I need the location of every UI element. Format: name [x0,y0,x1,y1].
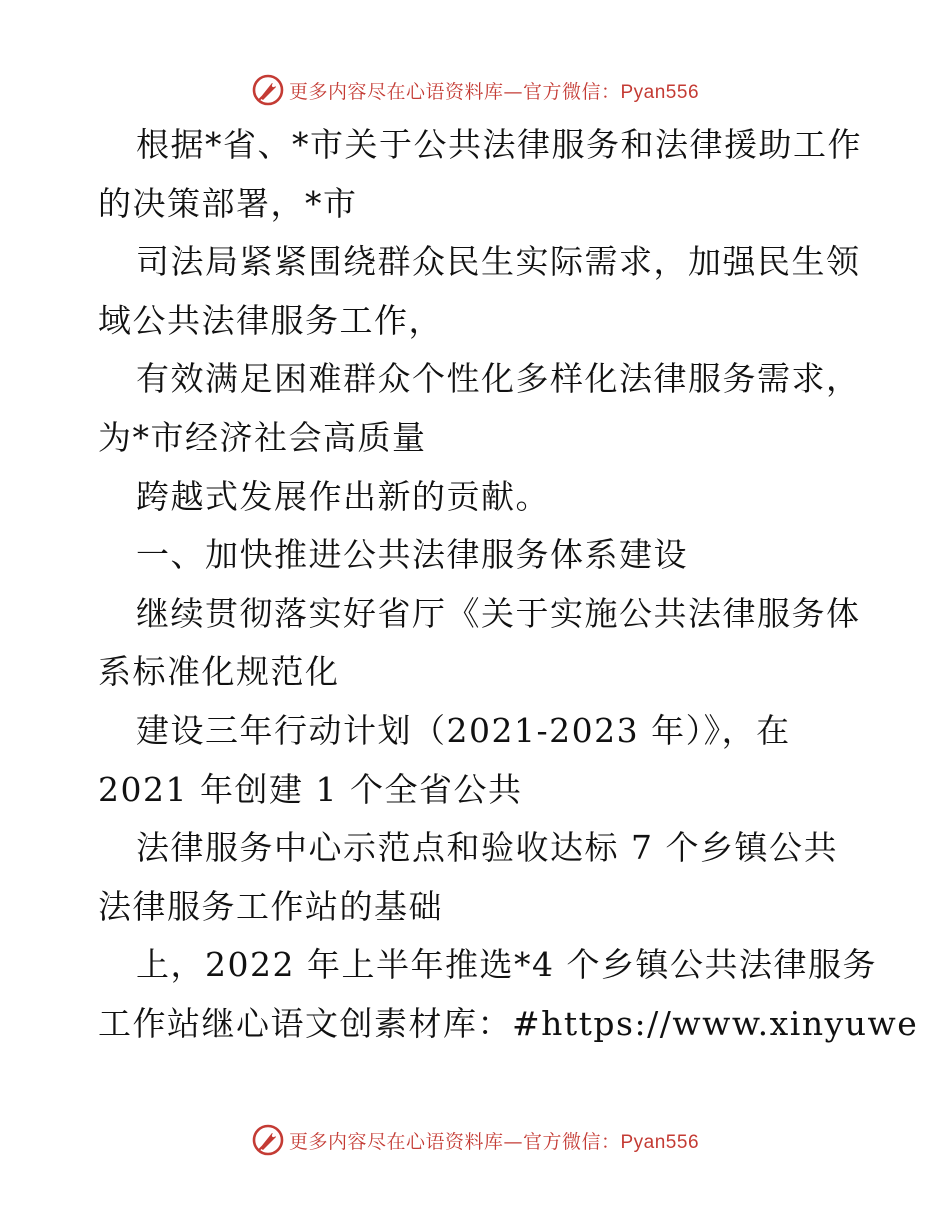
body-line: 工作站继心语文创素材库：#https://www.xinyuwe [98,1003,919,1043]
body-line: 上，2022 年上半年推选*4 个乡镇公共法律服务 [136,945,877,985]
body-line: 为*市经济社会高质量 [98,417,427,457]
header-wechat-id: Pyan556 [620,81,700,103]
footer-banner [0,1120,950,1160]
body-line: 的决策部署，*市 [98,183,358,223]
footer-banner-text [289,1127,699,1154]
header-dash: — [503,80,523,103]
header-banner [0,70,950,110]
body-line: 域公共法律服务工作， [98,300,443,340]
body-line: 法律服务中心示范点和验收达标 7 个乡镇公共 [136,828,838,868]
body-text [98,116,919,1054]
body-line: 法律服务工作站的基础 [98,886,443,926]
body-line: 系标准化规范化 [98,652,340,692]
body-line: 司法局紧紧围绕群众民生实际需求，加强民生领 [136,242,861,282]
header-brand: 更多内容尽在心语资料库 [288,80,504,103]
footer-brand: 更多内容尽在心语资料库 [288,1130,504,1153]
pen-nib-seal-icon [251,73,285,107]
footer-dash: — [503,1130,523,1153]
footer-wechat-id: Pyan556 [620,1131,700,1153]
body-line: 有效满足困难群众个性化多样化法律服务需求， [136,359,861,399]
body-line: 继续贯彻落实好省厅《关于实施公共法律服务体 [136,593,861,633]
body-line: 根据*省、*市关于公共法律服务和法律援助工作 [136,125,862,164]
body-line: 2021 年创建 1 个全省公共 [98,769,523,809]
body-line: 跨越式发展作出新的贡献。 [136,476,550,516]
section-heading: 一、加快推进公共法律服务体系建设 [136,535,688,575]
pen-nib-seal-icon [251,1123,285,1157]
header-banner-text [289,77,699,104]
footer-wechat-label: 官方微信： [522,1130,621,1153]
body-line: 建设三年行动计划（2021-2023 年）》，在 [136,710,791,750]
header-wechat-label: 官方微信： [522,80,621,103]
